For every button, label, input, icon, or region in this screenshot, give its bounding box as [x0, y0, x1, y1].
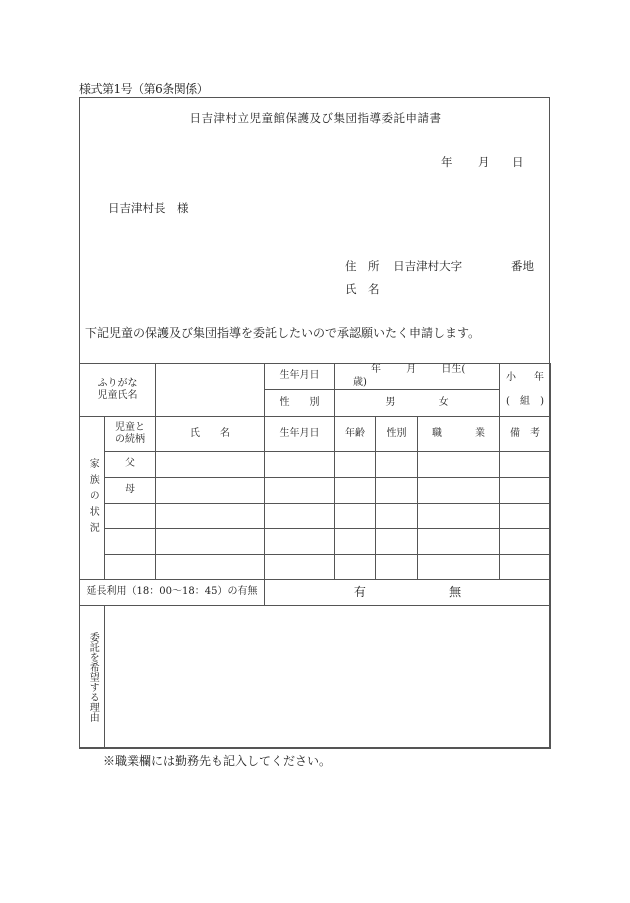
birth-cell[interactable] [265, 555, 335, 580]
reason-label [80, 606, 105, 749]
grade-field[interactable] [500, 364, 551, 417]
remarks-cell[interactable] [500, 504, 551, 529]
relation-header-1: 児童と [115, 421, 145, 433]
sex-header: 性別 [376, 417, 418, 452]
age-unit: 歳) [353, 376, 367, 388]
occupation-header [418, 417, 500, 452]
name-cell[interactable] [156, 452, 265, 478]
sex-female[interactable]: 女 [438, 396, 449, 408]
age-cell[interactable] [335, 555, 376, 580]
details-table [79, 363, 551, 749]
age-cell[interactable] [335, 452, 376, 478]
age-cell[interactable] [335, 529, 376, 555]
name-cell[interactable] [156, 555, 265, 580]
sex-cell[interactable] [376, 452, 418, 478]
child-name-field[interactable] [156, 364, 265, 417]
class-open: ( [506, 396, 510, 407]
age-cell[interactable] [335, 504, 376, 529]
relation-header [105, 417, 156, 452]
sex-cell[interactable] [376, 478, 418, 504]
extension-yes[interactable]: 有 [353, 584, 366, 599]
child-name-label [80, 364, 156, 417]
birth-day-unit: 日生( [441, 364, 466, 375]
age-cell[interactable] [335, 478, 376, 504]
family-row [80, 478, 551, 504]
name-header: 氏 名 [156, 417, 265, 452]
occupation-cell[interactable] [418, 555, 500, 580]
birth-cell[interactable] [265, 452, 335, 478]
birth-header: 生年月日 [265, 417, 335, 452]
class-close: ) [540, 396, 545, 407]
sex-label: 性 別 [265, 390, 335, 417]
relation-cell[interactable] [105, 555, 156, 580]
reason-label-text: 委託を希望する理由 [87, 632, 99, 722]
form-title: 日吉津村立児童館保護及び集団指導委託申請書 [189, 111, 442, 125]
occupation-a: 職 [432, 427, 442, 439]
age-header: 年齢 [335, 417, 376, 452]
form-number-label: 様式第1号（第6条関係） [79, 82, 209, 96]
birth-cell[interactable] [265, 529, 335, 555]
birth-cell[interactable] [265, 504, 335, 529]
applicant-name-label: 氏 名 [345, 282, 380, 296]
address-label: 住 所 [345, 259, 380, 273]
sex-cell[interactable] [376, 529, 418, 555]
family-row [80, 452, 551, 478]
remarks-cell[interactable] [500, 452, 551, 478]
family-section-text: 家族の状況 [87, 458, 99, 538]
occupation-cell[interactable] [418, 504, 500, 529]
child-name-label-text: 児童氏名 [97, 390, 138, 401]
date-year: 年 [441, 155, 453, 169]
remarks-header: 備 考 [500, 417, 551, 452]
occupation-cell[interactable] [418, 478, 500, 504]
relation-cell[interactable] [105, 529, 156, 555]
sex-male[interactable]: 男 [385, 396, 396, 408]
family-row [80, 529, 551, 555]
footnote: ※職業欄には勤務先も記入してください。 [103, 754, 332, 768]
extension-no[interactable]: 無 [449, 584, 462, 599]
address-line [345, 258, 462, 274]
request-statement: 下記児童の保護及び集団指導を委託したいので承認願いたく申請します。 [85, 326, 481, 340]
birth-month-unit: 月 [406, 364, 417, 375]
sex-field[interactable] [335, 390, 500, 417]
address-suffix: 番地 [511, 259, 534, 273]
family-row [80, 555, 551, 580]
application-form [79, 97, 550, 748]
grade-class: 組 [520, 396, 531, 407]
relation-cell[interactable] [105, 504, 156, 529]
relation-header-2: の続柄 [115, 434, 145, 445]
remarks-cell[interactable] [500, 529, 551, 555]
occupation-cell[interactable] [418, 452, 500, 478]
grade-school: 小 [506, 371, 517, 383]
birth-year-unit: 年 [371, 364, 381, 375]
name-cell[interactable] [156, 478, 265, 504]
addressee: 日吉津村長 様 [108, 201, 189, 215]
birth-field[interactable] [335, 364, 500, 390]
grade-year: 年 [534, 371, 545, 383]
date-day: 日 [512, 155, 524, 169]
furigana-label: ふりがな [97, 377, 138, 389]
family-section-label [80, 417, 105, 580]
family-row [80, 504, 551, 529]
remarks-cell[interactable] [500, 478, 551, 504]
relation-cell: 母 [105, 478, 156, 504]
occupation-b: 業 [475, 427, 486, 439]
remarks-cell[interactable] [500, 555, 551, 580]
extension-field[interactable] [265, 580, 551, 606]
relation-cell: 父 [105, 452, 156, 478]
sex-cell[interactable] [376, 504, 418, 529]
reason-field[interactable] [105, 606, 551, 749]
date-month: 月 [478, 155, 490, 169]
occupation-cell[interactable] [418, 529, 500, 555]
address-prefix: 日吉津村大字 [393, 259, 463, 273]
birth-cell[interactable] [265, 478, 335, 504]
name-cell[interactable] [156, 504, 265, 529]
birth-label: 生年月日 [265, 364, 335, 390]
sex-cell[interactable] [376, 555, 418, 580]
extension-label: 延長利用（18：00〜18：45）の有無 [80, 580, 265, 606]
name-cell[interactable] [156, 529, 265, 555]
